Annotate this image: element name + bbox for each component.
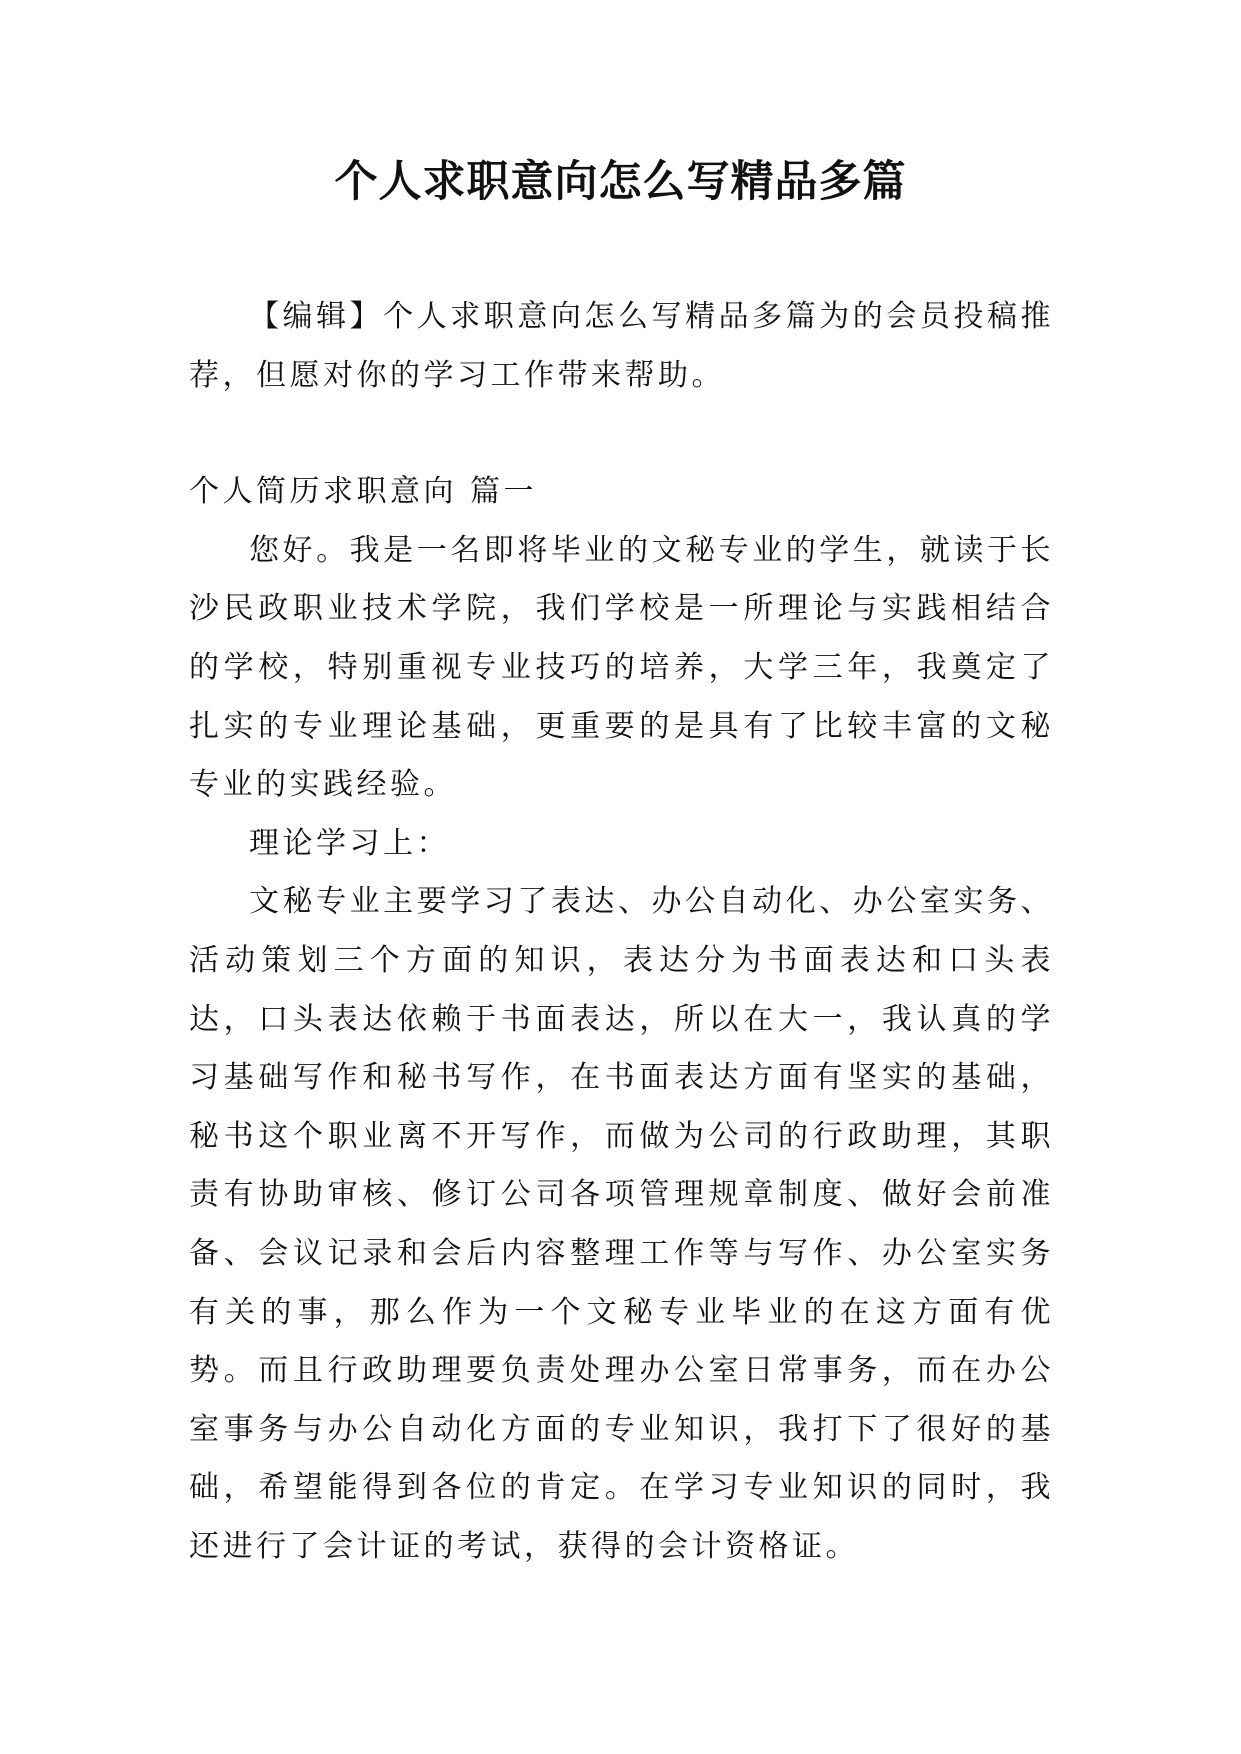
document-body [189,288,1054,1576]
body-paragraph-3: 文秘专业主要学习了表达、办公自动化、办公室实务、活动策划三个方面的知识，表达分为书面表达和口头表达，口头表达依赖于书面表达，所以在大一，我认真的学习基础写作和秘书写作，在书面表达方面有坚实的基础，秘书这个职业离不开写作，而做为公司的行政助理，其职责有协助审核、修订公司各项管理规章制度、做好会前准备、会议记录和会后内容整理工作等与写作、办公室实务有关的事，那么作为一个文秘专业毕业的在这方面有优势。而且行政助理要负责处理办公室日常事务，而在办公室事务与办公自动化方面的专业知识，我打下了很好的基础，希望能得到各位的肯定。在学习专业知识的同时，我还进行了会计证的考试，获得的会计资格证。 [189,884,1054,1564]
body-paragraph-2: 理论学习上： [249,825,450,861]
body-paragraph-1: 您好。我是一名即将毕业的文秘专业的学生，就读于长沙民政职业技术学院，我们学校是一所理论与实践相结合的学校，特别重视专业技巧的培养，大学三年，我奠定了扎实的专业理论基础，更重要的是具有了比较丰富的文秘专业的实践经验。 [189,532,1054,803]
section-heading: 个人简历求职意向 篇一 [189,474,538,510]
document-title: 个人求职意向怎么写精品多篇 [334,157,907,207]
intro-paragraph: 【编辑】个人求职意向怎么写精品多篇为的会员投稿推荐，但愿对你的学习工作带来帮助。 [189,299,1054,393]
